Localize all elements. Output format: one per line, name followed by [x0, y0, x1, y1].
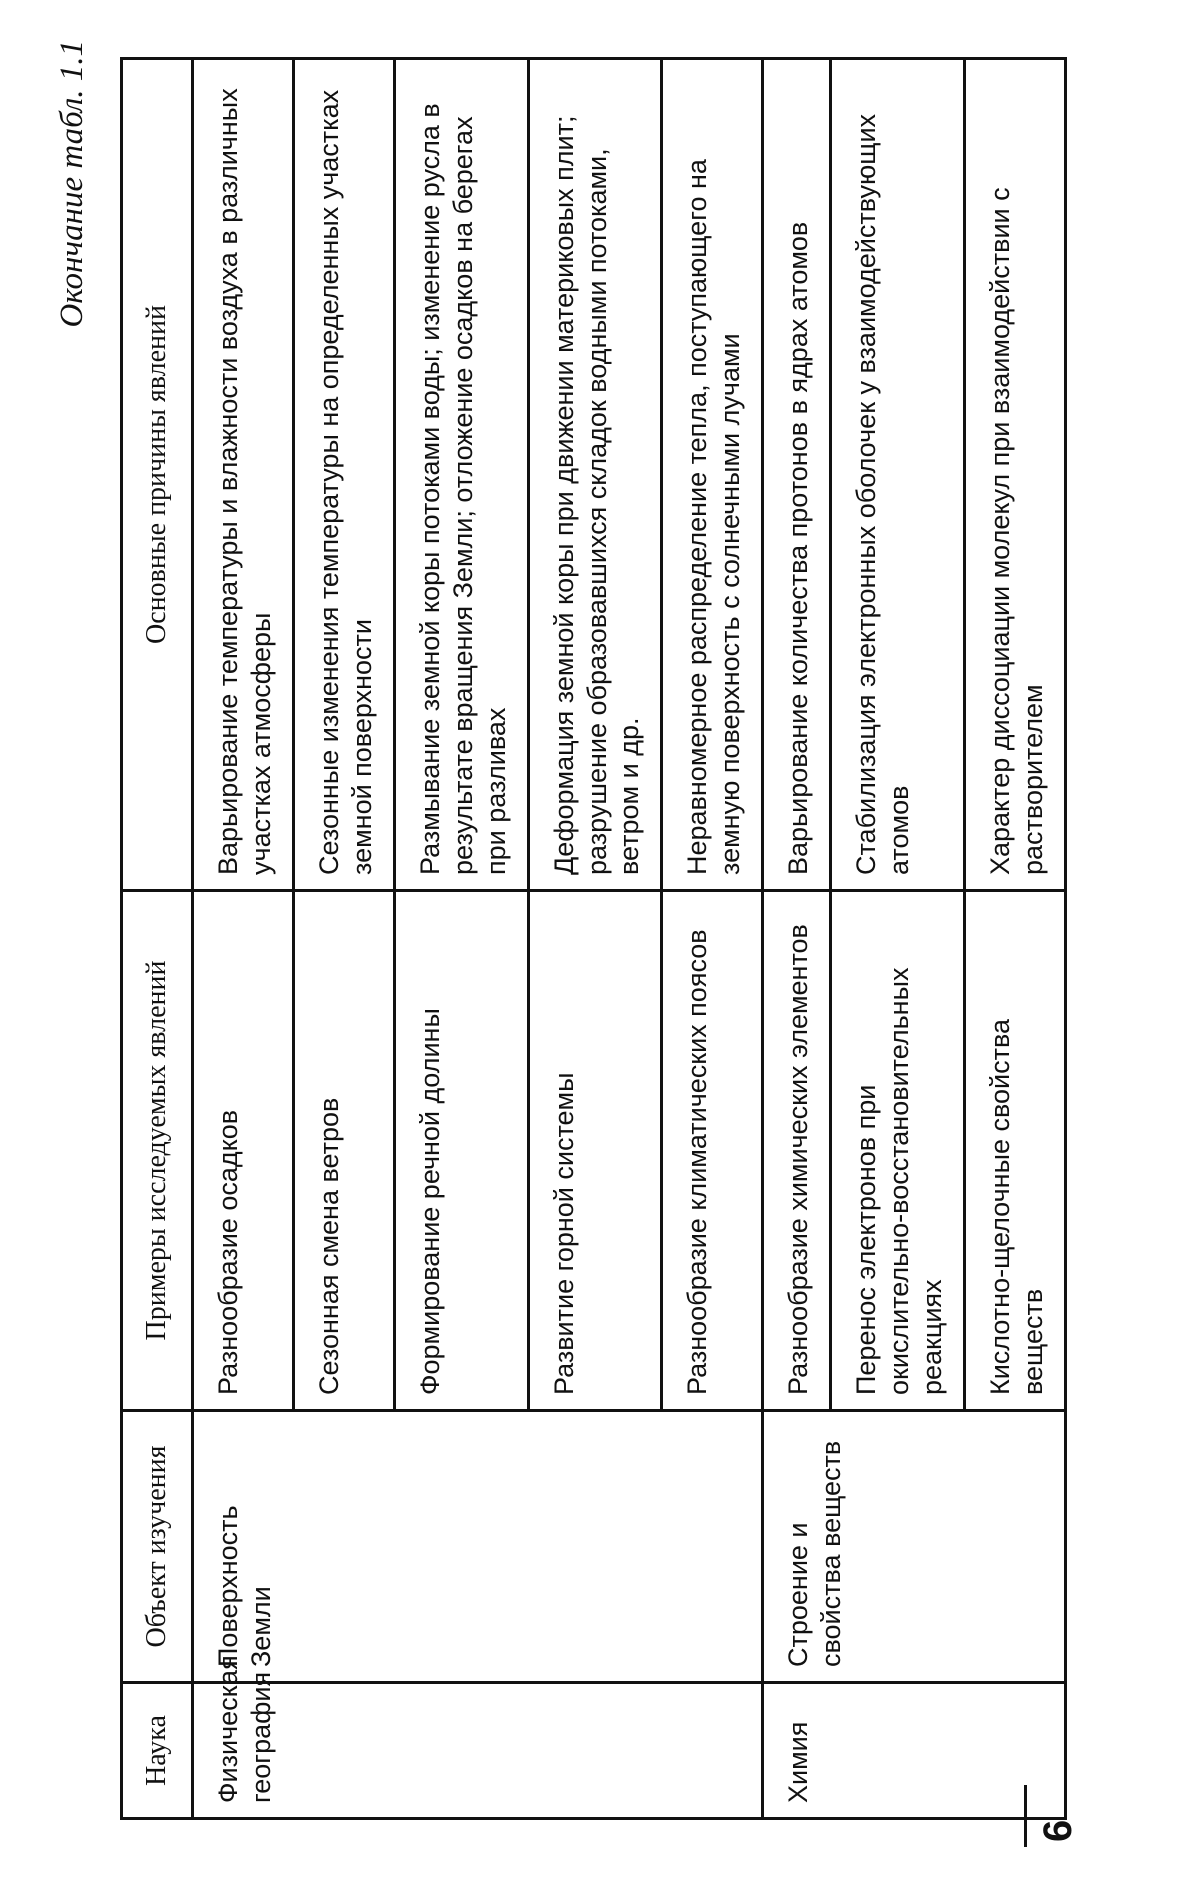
cause-cell: Варьирование температуры и влажности воздуха в различных участках атмосферы	[193, 59, 294, 891]
header-causes: Основные причины явлений	[122, 59, 193, 891]
header-examples: Примеры исследуемых явлений	[122, 891, 193, 1411]
cause-cell: Варьирование количества протонов в ядрах атомов	[763, 59, 831, 891]
example-cell: Кислотно-щелочные свойства веществ	[965, 891, 1066, 1411]
science-cell: Химия	[763, 1683, 1066, 1819]
cause-cell: Размывание земной коры потоками воды; изменение русла в результате вращения Земли; отложение осадков на берегах при разливах	[394, 59, 528, 891]
cause-cell: Деформация земной коры при движении материковых плит; разрушение образовавшихся складок водными потоками, ветром и др.	[528, 59, 662, 891]
table-caption: Окончание табл. 1.1	[54, 40, 91, 328]
example-cell: Формирование речной долины	[394, 891, 528, 1411]
example-cell: Сезонная смена ветров	[293, 891, 394, 1411]
table-header-row	[122, 59, 193, 1819]
page-number-rule	[1024, 1785, 1027, 1847]
data-table	[120, 57, 1067, 1820]
table-row	[763, 59, 831, 1819]
example-cell: Развитие горной системы	[528, 891, 662, 1411]
cause-cell: Стабилизация электронных оболочек у взаимодействующих атомов	[831, 59, 965, 891]
header-object: Объект изучения	[122, 1411, 193, 1683]
science-cell: Физическая география	[193, 1683, 763, 1819]
object-cell: Поверхность Земли	[193, 1411, 763, 1683]
header-science: Наука	[122, 1683, 193, 1819]
example-cell: Перенос электронов при окислительно-восстановительных реакциях	[831, 891, 965, 1411]
cause-cell: Неравномерное распределение тепла, поступающего на земную поверхность с солнечными лучами	[662, 59, 763, 891]
page-number: 6	[1036, 1820, 1081, 1842]
cause-cell: Сезонные изменения температуры на определенных участках земной поверхности	[293, 59, 394, 891]
object-cell: Строение и свойства веществ	[763, 1411, 1066, 1683]
example-cell: Разнообразие осадков	[193, 891, 294, 1411]
example-cell: Разнообразие климатических поясов	[662, 891, 763, 1411]
cause-cell: Характер диссоциации молекул при взаимодействии с растворителем	[965, 59, 1066, 891]
rotated-page	[0, 0, 1200, 1894]
table-row	[193, 59, 294, 1819]
example-cell: Разнообразие химических элементов	[763, 891, 831, 1411]
